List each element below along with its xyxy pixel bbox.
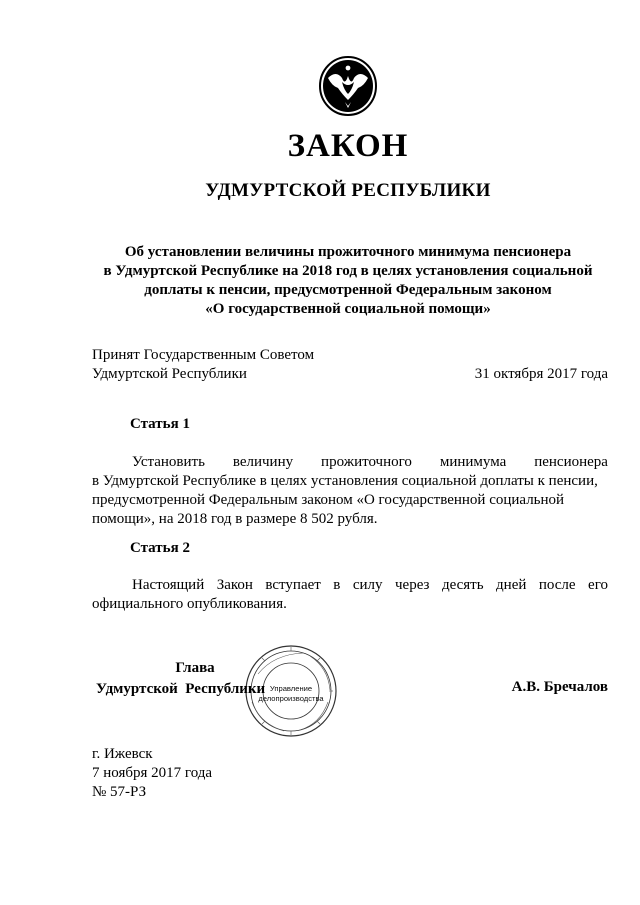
adoption-line: Принят Государственным Советом bbox=[92, 347, 315, 363]
article-word: вступает bbox=[265, 577, 321, 593]
adoption-line: Удмуртской Республики bbox=[92, 366, 247, 382]
article-2-text bbox=[92, 576, 608, 614]
law-name-line: Об установлении величины прожиточного минимума пенсионера bbox=[124, 244, 572, 260]
position-line: Глава bbox=[175, 660, 215, 676]
article-word: Настоящий bbox=[132, 577, 205, 593]
adoption-date: 31 октября 2017 года bbox=[474, 366, 608, 382]
article-word: его bbox=[588, 577, 608, 593]
law-name-line: в Удмуртской Республике на 2018 год в целях установления социальной bbox=[103, 263, 593, 279]
article-word: дней bbox=[496, 577, 527, 593]
stamp-text-line: делопроизводства bbox=[258, 694, 324, 703]
article-2-heading: Статья 2 bbox=[130, 540, 190, 556]
signatory-name: А.В. Бречалов bbox=[511, 679, 608, 695]
article-word: пенсионера bbox=[534, 454, 608, 470]
article-text-line: официального опубликования. bbox=[92, 596, 287, 612]
footer-number: № 57-РЗ bbox=[92, 784, 147, 800]
article-2-first-line bbox=[92, 576, 608, 595]
adoption-block bbox=[92, 346, 608, 384]
article-word: прожиточного bbox=[321, 454, 412, 470]
article-text-line: в Удмуртской Республике в целях установления социальной доплаты к пенсии, bbox=[92, 473, 598, 489]
stamp-text-line: Управление bbox=[269, 684, 313, 693]
article-word: силу bbox=[352, 577, 383, 593]
article-word: десять bbox=[441, 577, 484, 593]
article-word: величину bbox=[232, 454, 294, 470]
footer-date: 7 ноября 2017 года bbox=[92, 765, 213, 781]
coat-of-arms-icon bbox=[318, 56, 378, 116]
article-word: в bbox=[333, 577, 341, 593]
law-name-line: «О государственной социальной помощи» bbox=[205, 301, 491, 317]
article-word: Закон bbox=[216, 577, 253, 593]
document-title: ЗАКОН bbox=[287, 128, 409, 164]
article-word: после bbox=[538, 577, 576, 593]
law-name bbox=[88, 243, 608, 319]
footer-city: г. Ижевск bbox=[92, 746, 153, 762]
article-text-line: предусмотренной Федеральным законом «О государственной социальной bbox=[92, 492, 565, 508]
position-line: Удмуртской Республики bbox=[96, 681, 266, 697]
article-word: Установить bbox=[132, 454, 205, 470]
article-word: минимума bbox=[439, 454, 507, 470]
law-name-line: доплаты к пенсии, предусмотренной Федеральным законом bbox=[144, 282, 552, 298]
signatory-position bbox=[96, 658, 288, 700]
article-1-first-line bbox=[92, 453, 608, 472]
document-subtitle: УДМУРТСКОЙ РЕСПУБЛИКИ bbox=[205, 180, 491, 201]
article-1-text bbox=[92, 453, 608, 529]
article-1-heading: Статья 1 bbox=[130, 416, 190, 432]
article-text-line: помощи», на 2018 год в размере 8 502 рубля. bbox=[92, 511, 378, 527]
article-word: через bbox=[395, 577, 430, 593]
document-footer bbox=[92, 745, 212, 802]
